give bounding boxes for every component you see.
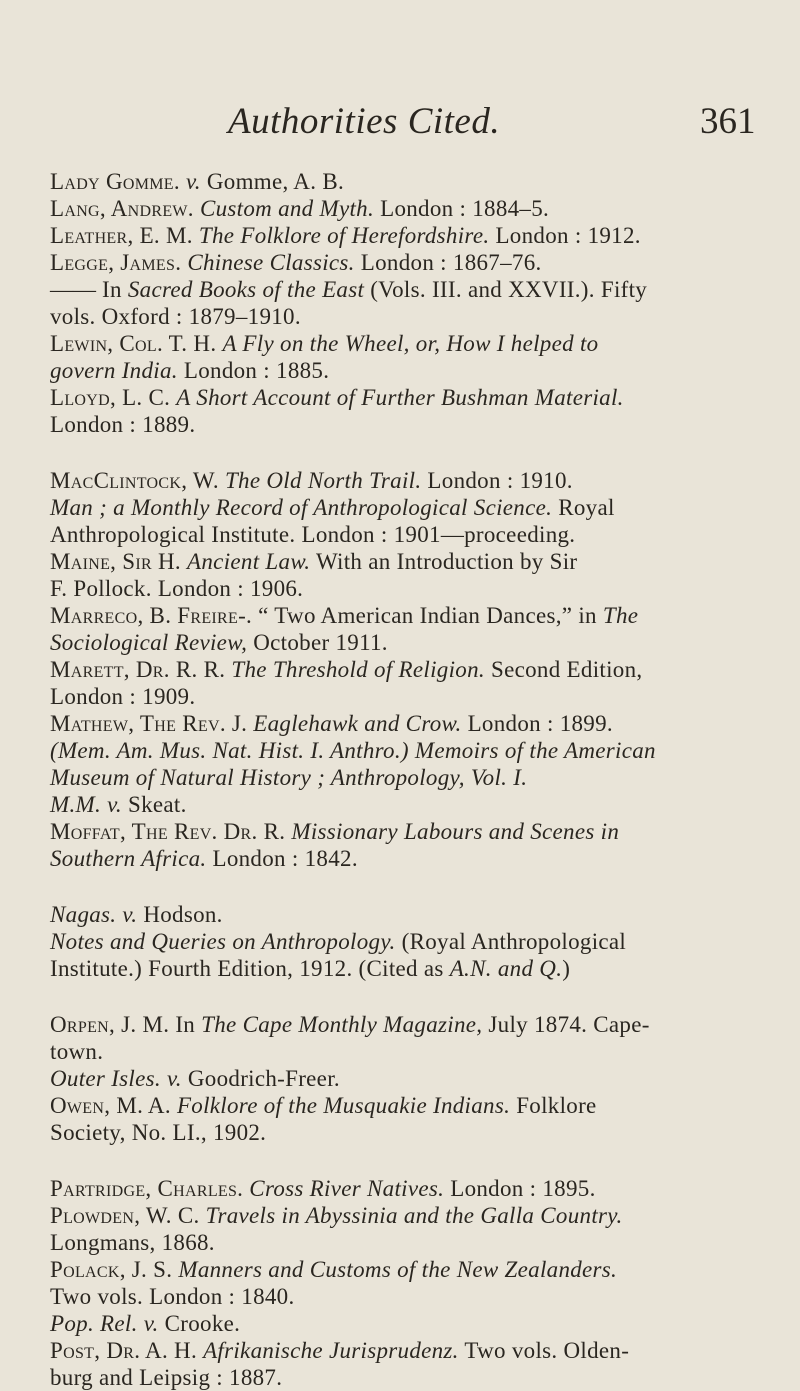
- entry-author: Moffat, The Rev. Dr. R.: [50, 819, 286, 844]
- entry-author: Partridge, Charles.: [50, 1176, 244, 1201]
- bibliography-entry: [50, 1202, 790, 1256]
- entry-title-text: Museum of Natural History ; Anthropology, Vol. I.: [50, 765, 528, 790]
- entry-line: [50, 330, 790, 357]
- entry-text: F. Pollock. London : 1906.: [50, 576, 304, 601]
- entry-line: [50, 1202, 790, 1229]
- entry-title-text: v.: [185, 169, 201, 194]
- entry-text: (Royal Anthropological: [395, 929, 627, 954]
- bibliography-entry: [50, 467, 790, 494]
- entry-line: [50, 1038, 790, 1065]
- bibliography-entry: [50, 737, 790, 791]
- entry-title-text: Nagas.: [50, 902, 117, 927]
- entry-line: [50, 845, 790, 872]
- entry-text: London : 1910.: [421, 468, 573, 493]
- entry-text: burg and Leipsig : 1887.: [50, 1365, 283, 1390]
- entry-line: [50, 521, 790, 548]
- entry-line: [50, 494, 790, 521]
- entry-author: Lewin, Col. T. H.: [50, 331, 217, 356]
- entry-title-text: Sociological Review,: [50, 630, 248, 655]
- entry-line: [50, 575, 790, 602]
- entry-line: [50, 764, 790, 791]
- entry-line: [50, 710, 790, 737]
- bibliography-entry: [50, 1092, 790, 1146]
- entry-text: Second Edition,: [484, 657, 643, 682]
- entry-line: [50, 791, 790, 818]
- entry-title-text: Memoirs of the American: [414, 738, 656, 763]
- entry-line: [50, 928, 790, 955]
- entry-line: [50, 467, 790, 494]
- entry-line: [50, 901, 790, 928]
- entry-title-text: Eaglehawk and Crow.: [253, 711, 462, 736]
- entry-line: [50, 1065, 790, 1092]
- bibliography-entry: [50, 901, 790, 928]
- entry-text: Society, No. LI., 1902.: [50, 1120, 267, 1145]
- entry-title-text: Man ; a Monthly Record of Anthropological Science.: [50, 495, 553, 520]
- bibliography-entry: [50, 1256, 790, 1310]
- entry-text: Hodson.: [137, 902, 223, 927]
- entry-title-text: Folklore of the Musquakie Indians.: [176, 1093, 511, 1118]
- entry-author: Orpen, J. M.: [50, 1012, 170, 1037]
- entry-title-text: v.: [143, 1311, 159, 1336]
- entry-text: “ Two American Indian Dances,” in: [252, 603, 603, 628]
- bibliography-entry: [50, 276, 790, 330]
- bibliography-entry: [50, 710, 790, 737]
- entry-line: [50, 195, 790, 222]
- entry-text: Folklore: [510, 1093, 597, 1118]
- entry-title-text: Sacred Books of the East: [127, 277, 365, 302]
- entry-title-text: v.: [107, 792, 122, 817]
- entry-text: In: [96, 277, 128, 302]
- entry-line: [50, 818, 790, 845]
- bibliography-entry: [50, 222, 790, 249]
- entry-text: In: [169, 1012, 202, 1037]
- entry-line: [50, 168, 790, 195]
- entry-author: Lang, Andrew.: [50, 196, 194, 221]
- entry-author: Lady Gomme.: [50, 169, 180, 194]
- entry-text: (Vols. III. and XXVII.). Fifty: [364, 277, 648, 302]
- entry-author: Maine, Sir H.: [50, 549, 181, 574]
- entry-line: [50, 384, 790, 411]
- entry-title-text: The Threshold of Religion.: [231, 657, 485, 682]
- entry-line: [50, 955, 790, 982]
- bibliography-entry: [50, 656, 790, 710]
- entry-title-text: A.N. and Q.: [449, 956, 563, 981]
- bibliography-list: [50, 168, 790, 1391]
- entry-line: [50, 1364, 790, 1391]
- entry-text: Two vols. Olden-: [458, 1338, 630, 1363]
- entry-text: ): [562, 956, 571, 981]
- entry-title-text: Chinese Classics.: [187, 250, 355, 275]
- entry-text: July 1874. Cape-: [482, 1012, 650, 1037]
- entry-title-text: The Folklore of Herefordshire.: [198, 223, 490, 248]
- entry-text: Longmans, 1868.: [50, 1230, 215, 1255]
- entry-text: London : 1899.: [461, 711, 613, 736]
- entry-title-text: Manners and Customs of the New Zealanders.: [178, 1257, 618, 1282]
- entry-line: [50, 1229, 790, 1256]
- entry-text: London : 1895.: [444, 1176, 596, 1201]
- entry-text: London : 1889.: [50, 412, 196, 437]
- entry-title-text: Missionary Labours and Scenes in: [291, 819, 620, 844]
- entry-text: London : 1909.: [50, 684, 196, 709]
- bibliography-entry: [50, 1175, 790, 1202]
- entry-line: [50, 737, 790, 764]
- entry-author: Legge, James.: [50, 250, 182, 275]
- entry-title-text: (Mem. Am. Mus. Nat. Hist. I. Anthro.): [50, 738, 409, 763]
- entry-text: Gomme, A. B.: [200, 169, 345, 194]
- entry-text: Crooke.: [158, 1311, 241, 1336]
- entry-author: MacClintock, W.: [50, 468, 219, 493]
- entry-author: Marett, Dr. R. R.: [50, 657, 226, 682]
- header-title: Authorities Cited.: [228, 101, 501, 142]
- entry-line: [50, 548, 790, 575]
- entry-line: [50, 249, 790, 276]
- bibliography-entry: [50, 1011, 790, 1065]
- entry-line: [50, 411, 790, 438]
- entry-author: Post, Dr. A. H.: [50, 1338, 198, 1363]
- bibliography-entry: [50, 548, 790, 602]
- bibliography-entry: [50, 818, 790, 872]
- entry-title-text: v.: [122, 902, 138, 927]
- entry-line: [50, 602, 790, 629]
- entry-line: [50, 222, 790, 249]
- entry-title-text: A Fly on the Wheel, or, How I helped to: [222, 331, 599, 356]
- bibliography-entry: [50, 195, 790, 222]
- entry-title-text: Custom and Myth.: [199, 196, 375, 221]
- entry-line: [50, 303, 790, 330]
- entry-text: London : 1867–76.: [354, 250, 542, 275]
- entry-title-text: A Short Account of Further Bushman Material.: [176, 385, 624, 410]
- entry-line: [50, 656, 790, 683]
- entry-title-text: Travels in Abyssinia and the Galla Country.: [205, 1203, 623, 1228]
- entry-title-text: Cross River Natives.: [249, 1176, 445, 1201]
- entry-author: Polack, J. S.: [50, 1257, 173, 1282]
- bibliography-entry: [50, 249, 790, 276]
- bibliography-entry: [50, 330, 790, 384]
- entry-text: vols. Oxford : 1879–1910.: [50, 304, 301, 329]
- bibliography-entry: [50, 928, 790, 982]
- entry-author: Plowden, W. C.: [50, 1203, 200, 1228]
- entry-text: Skeat.: [121, 792, 187, 817]
- entry-title-text: The Cape Monthly Magazine,: [201, 1012, 483, 1037]
- entry-line: [50, 357, 790, 384]
- entry-author: Leather, E. M.: [50, 223, 193, 248]
- entry-author: Marreco, B. Freire-.: [50, 603, 253, 628]
- entry-author: Lloyd, L. C.: [50, 385, 171, 410]
- entry-line: [50, 1175, 790, 1202]
- entry-author: Owen, M. A.: [50, 1093, 171, 1118]
- entry-author: ——: [50, 277, 96, 302]
- entry-author: Mathew, The Rev. J.: [50, 711, 248, 736]
- entry-text: Two vols. London : 1840.: [50, 1284, 295, 1309]
- entry-text: October 1911.: [247, 630, 388, 655]
- entry-title-text: Notes and Queries on Anthropology.: [50, 929, 396, 954]
- entry-text: Anthropological Institute. London : 1901—proceeding.: [50, 522, 576, 547]
- bibliography-entry: [50, 168, 790, 195]
- entry-line: [50, 1256, 790, 1283]
- entry-text: London : 1884–5.: [374, 196, 550, 221]
- bibliography-entry: [50, 494, 790, 548]
- entry-line: [50, 1119, 790, 1146]
- entry-title-text: The Old North Trail.: [224, 468, 422, 493]
- entry-line: [50, 1011, 790, 1038]
- entry-text: town.: [50, 1039, 104, 1064]
- entry-line: [50, 629, 790, 656]
- entry-title-text: M.M.: [50, 792, 102, 817]
- entry-text: London : 1842.: [206, 846, 358, 871]
- entry-text: Goodrich-Freer.: [181, 1066, 340, 1091]
- entry-title-text: Ancient Law.: [187, 549, 311, 574]
- bibliography-entry: [50, 791, 790, 818]
- entry-title-text: Outer Isles.: [50, 1066, 161, 1091]
- entry-title-text: Afrikanische Jurisprudenz.: [203, 1338, 459, 1363]
- entry-text: London : 1912.: [489, 223, 641, 248]
- entry-title-text: The: [602, 603, 639, 628]
- entry-title-text: Southern Africa.: [50, 846, 207, 871]
- entry-line: [50, 1337, 790, 1364]
- entry-line: [50, 683, 790, 710]
- bibliography-entry: [50, 1337, 790, 1391]
- entry-title-text: Pop. Rel.: [50, 1311, 138, 1336]
- page-number: 361: [700, 101, 756, 142]
- bibliography-entry: [50, 384, 790, 438]
- entry-text: Royal: [552, 495, 615, 520]
- entry-line: [50, 1092, 790, 1119]
- entry-text: Institute.) Fourth Edition, 1912. (Cited as: [50, 956, 450, 981]
- entry-text: London : 1885.: [177, 358, 330, 383]
- entry-title-text: v.: [166, 1066, 182, 1091]
- entry-line: [50, 1283, 790, 1310]
- bibliography-entry: [50, 602, 790, 656]
- running-header: [0, 100, 800, 160]
- entry-line: [50, 276, 790, 303]
- entry-text: With an Introduction by Sir: [310, 549, 578, 574]
- bibliography-entry: [50, 1065, 790, 1092]
- entry-title-text: govern India.: [50, 358, 178, 383]
